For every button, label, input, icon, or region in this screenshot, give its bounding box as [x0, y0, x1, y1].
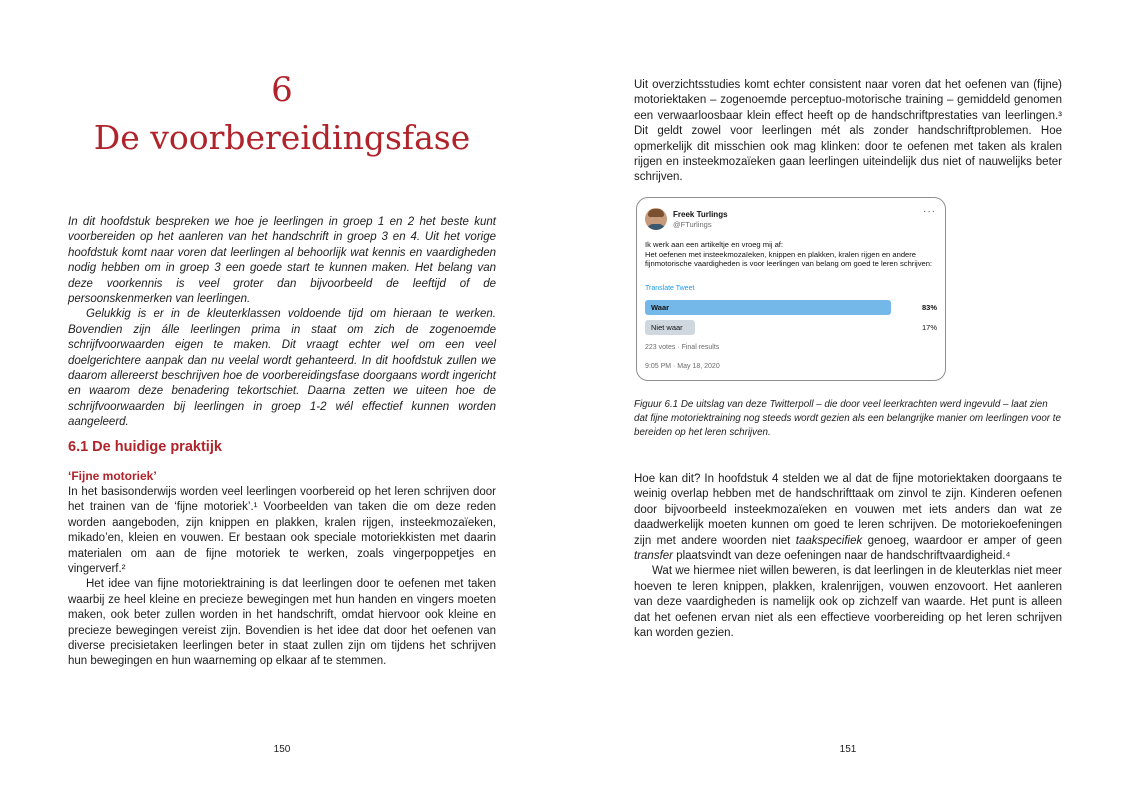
poll-option-label: Niet waar	[651, 323, 683, 332]
poll-option	[645, 300, 941, 315]
chapter-title: De voorbereidingsfase	[93, 118, 471, 157]
poll-option-percent: 83%	[921, 303, 937, 312]
section-body	[68, 485, 496, 670]
tweet-text: Ik werk aan een artikeltje en vroeg mij af: Het oefenen met insteekmozaïeken, knippen en plakken, kralen rijgen en andere fijnmotorische vaardigheden is voor leerlingen van belang om goed te leren schrijven:	[645, 240, 933, 269]
translate-tweet-link: Translate Tweet	[645, 285, 695, 292]
poll-option	[645, 320, 941, 335]
paragraph-text: Hoe kan dit? In hoofdstuk 4 stelden we al dat de fijne motoriektaken doorgaans te weinig overlap hebben met de handschrifttaak om zinvol te zijn. Kinderen oefenen door bijvoorbeeld insteekmozaïeken en vouwen met iets anders dan wat ze daadwerkelijk moeten kunnen om goed te leren schrijven. De motoriekoefeningen zijn met andere woorden niet	[634, 473, 1062, 547]
tweet-author-name: Freek Turlings	[673, 210, 728, 219]
avatar	[645, 208, 667, 230]
paragraph-text: plaatsvindt van deze oefeningen naar de handschriftvaardigheid.⁴	[673, 550, 1011, 563]
right-page	[566, 0, 1132, 797]
page-number: 150	[273, 744, 291, 755]
paragraph-text: genoeg, waardoor er amper of geen	[862, 534, 1062, 547]
twitter-poll-figure	[636, 197, 946, 381]
body-paragraph: Uit overzichtsstudies komt echter consistent naar voren dat het oefenen van (fijne) motoriektaken – zogenoemde perceptuo-motorische training – gemiddeld genomen een verwaarloosbaar klein effect heeft op de handschriftprestaties van leerlingen.³ Dit geldt zowel voor leerlingen mét als zonder handschriftproblemen. Hoe opmerkelijk dit misschien ook mag klinken: door te oefenen met taken als kralen rijgen en insteekmozaïeken gaan leerlingen uiteindelijk dus niet of nauwelijks beter schrijven.	[634, 79, 1062, 184]
subheading: ‘Fijne motoriek’	[68, 469, 157, 483]
intro-paragraph: In dit hoofdstuk bespreken we hoe je leerlingen in groep 1 en 2 het beste kunt voorbereiden op het aanleren van het handschrift in groep 3 en 4. Uit het vorige hoofdstuk komt naar voren dat leerlingen al behoorlijk wat kennis en vaardigheden nodig hebben om in groep 3 een goede start te kunnen maken. Het belang van deze voorkennis is veel groter dan bijvoorbeeld de leeftijd of de persoonskenmerken van leerlingen.	[68, 216, 496, 306]
body-paragraph: Wat we hiermee niet willen beweren, is dat leerlingen in de kleuterklas niet meer hoeven te leren knippen, plakken, kralenrijgen, vouwen enzovoort. Het aanleren van deze vaardigheden is namelijk ook op zichzelf van waarde. Het punt is alleen dat het oefenen ervan niet als een effectieve voorbereiding op het leren schrijven kan worden gezien.	[634, 565, 1062, 640]
body-paragraph	[634, 472, 1062, 564]
page-number: 151	[839, 744, 857, 755]
body-paragraph: Het idee van fijne motoriektraining is dat leerlingen door te oefenen met taken waarbij ze heel kleine en precieze bewegingen met hun handen en vingers moeten maken, ook beter zullen worden in het handschrift, omdat hiervoor ook kleine en precieze bewegingen vereist zijn. Bovendien is het idee dat door het oefenen van diverse precisietaken leerlingen beter in staat zullen zijn om tijdens het schrijven hun bewegingen en hun waarneming op elkaar af te stemmen.	[68, 578, 496, 668]
section-heading: 6.1 De huidige praktijk	[68, 439, 222, 455]
figure-caption: Figuur 6.1 De uitslag van deze Twitterpoll – die door veel leerkrachten werd ingevuld – laat zien dat fijne motoriektraining nog steeds wordt gezien als een belangrijke manier om leerlingen voor te bereiden op het leren schrijven.	[634, 399, 1061, 438]
emphasis-text: transfer	[634, 550, 673, 563]
chapter-number: 6	[271, 70, 293, 110]
poll-option-percent: 17%	[921, 323, 937, 332]
chapter-intro	[68, 215, 496, 431]
more-icon: ···	[923, 206, 936, 217]
poll-option-label: Waar	[651, 303, 670, 312]
overview-paragraph-block	[634, 78, 1062, 186]
tweet-author-handle: @FTurlings	[673, 220, 712, 229]
tweet-timestamp: 9:05 PM · May 18, 2020	[645, 363, 720, 370]
body-paragraph: In het basisonderwijs worden veel leerlingen voorbereid op het leren schrijven door het trainen van de ‘fijne motoriek’.¹ Voorbeelden van taken die om deze reden worden aangeboden, zijn knippen en plakken, kralen rijgen, insteekmozaïeken, mikado’en, kleien en vouwen. Er bestaan ook speciale motoriekkisten met daarin materialen om aan de fijne motoriek te werken, zoals vingerpoppetjes en vingerverf.²	[68, 486, 496, 576]
poll-bar	[645, 300, 891, 315]
poll-vote-count: 223 votes · Final results	[645, 344, 720, 351]
intro-paragraph: Gelukkig is er in de kleuterklassen voldoende tijd om hieraan te werken. Bovendien zijn álle leerlingen prima in staat om zich de zogenoemde schrijfvoorwaarden eigen te maken. Dit vraagt echter wel om een veel doelgerichtere aanpak dan nu veelal wordt gehanteerd. In dit hoofdstuk zullen we daarom allereerst beschrijven hoe de voorbereidingsfase doorgaans wordt ingericht en waarom deze benadering tekortschiet. Daarna zetten we uiteen hoe de schrijfvoorwaarden bij leerlingen in groep 1-2 wél effectief kunnen worden aangeleerd.	[68, 308, 496, 429]
discussion-block	[634, 472, 1062, 641]
emphasis-text: taakspecifiek	[795, 534, 863, 547]
